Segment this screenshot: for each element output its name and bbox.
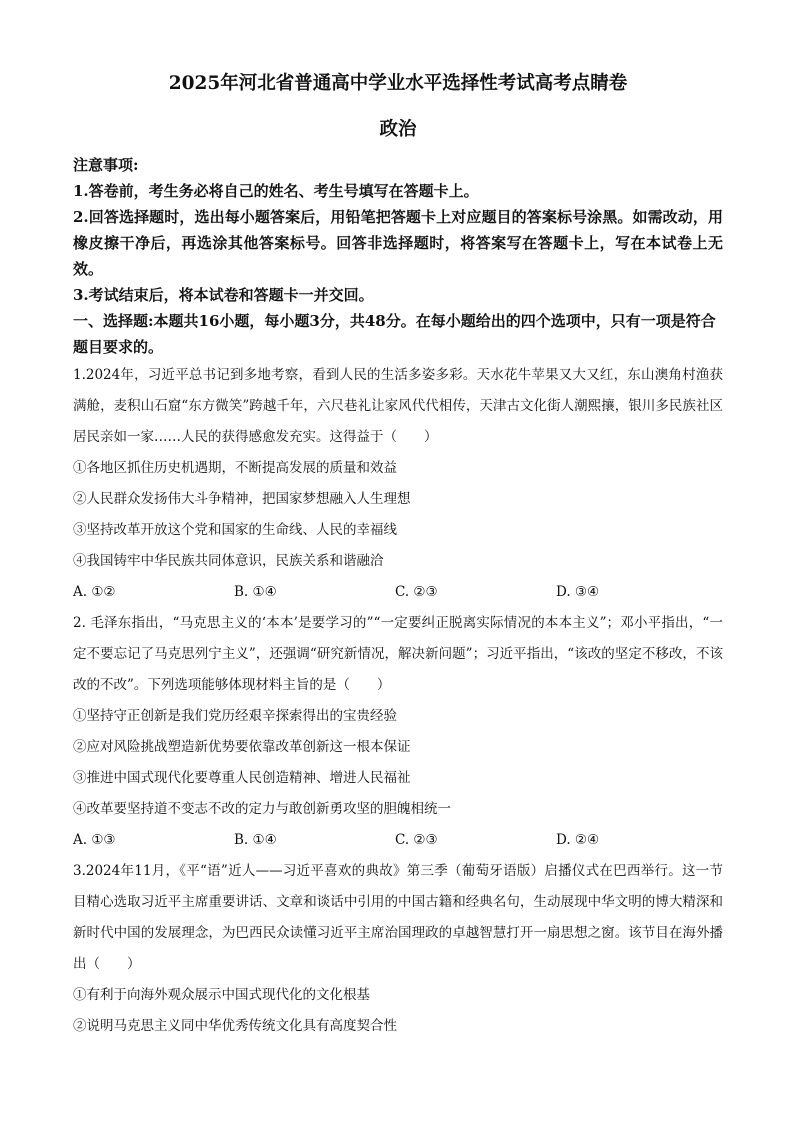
choice-c: C. ②③ [395,584,438,600]
exam-page [73,72,723,1042]
subject-title: 政治 [379,119,417,140]
notes-heading: 注意事项: [73,156,139,174]
statement-option: ②人民群众发扬伟大斗争精神，把国家梦想融入人生理想 [73,491,411,507]
choice-c: C. ②③ [395,832,438,848]
statement-option: ④改革要坚持道不变志不改的定力与敢创新勇攻坚的胆魄相统一 [73,801,451,817]
question-stem: 1.2024年，习近平总书记到多地考察，看到人民的生活多姿多彩。天水花牛苹果又大又红，东山澳角村渔获满舱，麦积山石窟“东方微笑”跨越千年，六尺巷礼让家风代代相传，天津古文化街人潮熙攘，银川多民族社区居民亲如一家……人民的获得感愈发充实。这得益于（ ） [73,367,723,445]
statement-option: ③坚持改革开放这个党和国家的生命线、人民的幸福线 [73,522,397,538]
choice-a: A. ①② [73,584,116,600]
section-heading: 一、选择题:本题共16小题，每小题3分，共48分。在每小题给出的四个选项中，只有一项是符合题目要求的。 [73,312,716,356]
choice-d: D. ②④ [556,832,600,848]
choice-b: B. ①④ [234,832,277,848]
statement-option: ④我国铸牢中华民族共同体意识，民族关系和谐融洽 [73,553,384,569]
statement-option: ①坚持守正创新是我们党历经艰辛探索得出的宝贵经验 [73,708,397,724]
choice-b: B. ①④ [234,584,277,600]
choice-d: D. ③④ [556,584,600,600]
notes-block [73,152,723,308]
question-1 [73,360,723,608]
question-2 [73,608,723,856]
notes-item: 3.考试结束后，将本试卷和答题卡一并交回。 [73,286,374,304]
answer-choices [73,577,723,608]
question-stem: 3.2024年11月，《平“语”近人——习近平喜欢的典故》第三季（葡萄牙语版）启播仪式在巴西举行。这一节目精心选取习近平主席重要讲话、文章和谈话中引用的中国古籍和经典名句，生动展现中华文明的博大精深和新时代中国的发展理念，为巴西民众读懂习近平主席治国理政的卓越智慧打开一扇思想之窗。该节目在海外播出（ ） [73,863,723,972]
question-3 [73,856,723,1042]
choice-a: A. ①③ [73,832,116,848]
notes-item: 2.回答选择题时，选出每小题答案后，用铅笔把答题卡上对应题目的答案标号涂黑。如需改动，用橡皮擦干净后，再选涂其他答案标号。回答非选择题时，将答案写在答题卡上，写在本试卷上无效。 [73,208,723,278]
statement-option: ①有利于向海外观众展示中国式现代化的文化根基 [73,987,370,1003]
answer-choices [73,825,723,856]
question-stem: 2. 毛泽东指出，“马克思主义的‘本本’是要学习的”“一定要纠正脱离实际情况的本本主义”；邓小平指出，“一定不要忘记了马克思列宁主义”，还强调“研究新情况，解决新问题”；习近平指出，“该改的坚定不移改，不该改的不改”。下列选项能够体现材料主旨的是（ ） [73,615,723,693]
notes-item: 1.答卷前，考生务必将自己的姓名、考生号填写在答题卡上。 [73,182,479,200]
statement-option: ②应对风险挑战塑造新优势要依靠改革创新这一根本保证 [73,739,411,755]
exam-title: 2025年河北省普通高中学业水平选择性考试高考点睛卷 [168,73,628,94]
statement-option: ②说明马克思主义同中华优秀传统文化具有高度契合性 [73,1018,397,1034]
statement-option: ①各地区抓住历史机遇期，不断提高发展的质量和效益 [73,460,397,476]
statement-option: ③推进中国式现代化要尊重人民创造精神、增进人民福祉 [73,770,411,786]
